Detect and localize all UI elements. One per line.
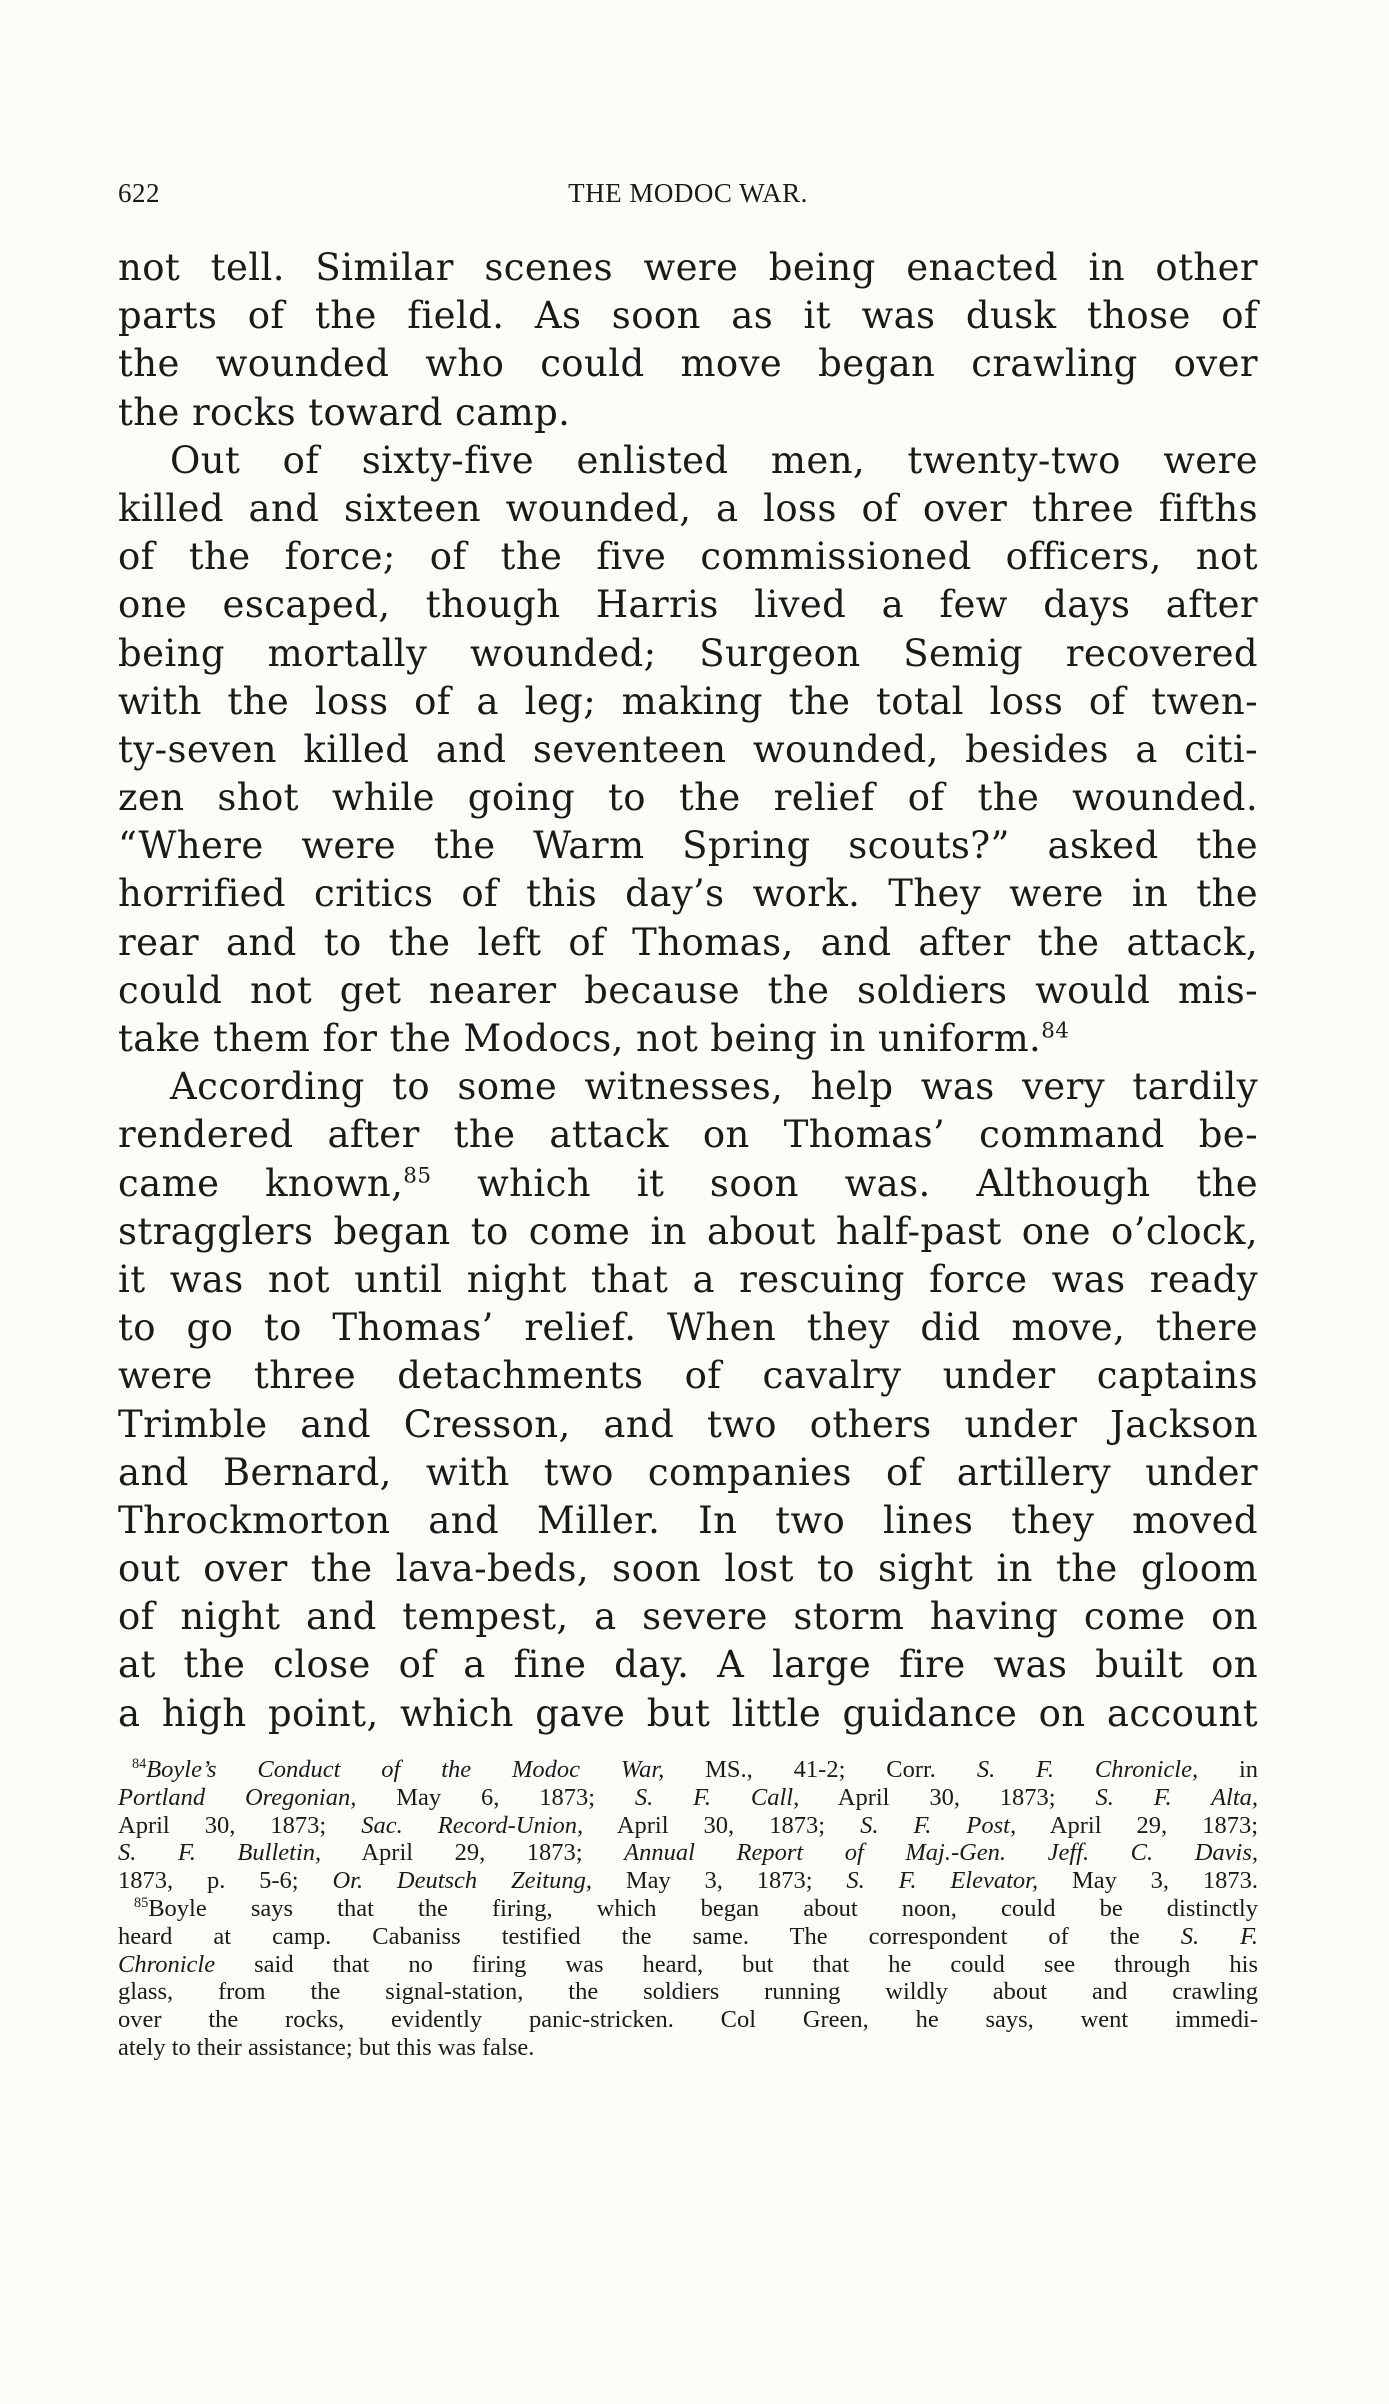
footnote-85-line: ately to their assistance; but this was false. bbox=[118, 2033, 535, 2061]
running-head bbox=[118, 178, 1258, 218]
citation-text: in bbox=[1198, 1756, 1259, 1783]
citation-text: April 30, 1873; bbox=[799, 1783, 1096, 1811]
footnote-85-line bbox=[118, 1895, 1258, 1923]
citation-text: 1873, p. 5-6; bbox=[118, 1867, 333, 1895]
citation-title: S. F. Bulletin, bbox=[118, 1839, 322, 1867]
running-title: THE MODOC WAR. bbox=[568, 178, 808, 208]
body-line: killed and sixteen wounded, a loss of over three fifths bbox=[118, 486, 1258, 530]
footnote-ref-84[interactable]: 84 bbox=[1041, 1018, 1070, 1044]
body-line-text: came known, bbox=[118, 1161, 404, 1205]
body-line: horrified critics of this day’s work. They were in the bbox=[118, 872, 1258, 916]
footnote-84-line bbox=[118, 1839, 1258, 1867]
citation-title: Boyle’s Conduct of the Modoc War, bbox=[146, 1756, 665, 1783]
body-line: at the close of a fine day. A large fire was built on bbox=[118, 1643, 1258, 1687]
citation-title: Sac. Record-Union, bbox=[361, 1811, 584, 1839]
body-line bbox=[118, 1160, 1258, 1208]
body-line: and Bernard, with two companies of artillery under bbox=[118, 1450, 1258, 1494]
footnote-84-line bbox=[118, 1756, 1258, 1784]
body-line: Trimble and Cresson, and two others under Jackson bbox=[118, 1402, 1258, 1446]
body-line: to go to Thomas’ relief. When they did move, there bbox=[118, 1306, 1258, 1350]
body-line: parts of the field. As soon as it was dusk those of bbox=[118, 294, 1258, 338]
citation-title: Or. Deutsch Zeitung, bbox=[332, 1867, 592, 1895]
footnote-84-line bbox=[118, 1812, 1258, 1840]
body-line: rendered after the attack on Thomas’ command be- bbox=[118, 1113, 1258, 1157]
citation-title: S. F. Elevator, bbox=[846, 1867, 1039, 1895]
citation-title: S. F. bbox=[1180, 1922, 1258, 1950]
body-line: rear and to the left of Thomas, and after the attack, bbox=[118, 920, 1258, 964]
citation-text: April 29, 1873; bbox=[1016, 1811, 1259, 1839]
citation-title: S. F. Call, bbox=[634, 1783, 800, 1811]
body-line: Out of sixty-five enlisted men, twenty-two were bbox=[170, 438, 1258, 482]
footnote-84-line bbox=[118, 1867, 1258, 1895]
footnote-marker-84: 84 bbox=[132, 1755, 147, 1772]
citation-text: April 29, 1873; bbox=[321, 1839, 625, 1867]
footnote-text: Boyle says that the firing, which began about noon, could be distinctly bbox=[148, 1894, 1258, 1922]
body-line-text: which it soon was. Although the bbox=[477, 1161, 1258, 1205]
citation-text: May 6, 1873; bbox=[356, 1783, 635, 1811]
citation-text: May 3, 1873. bbox=[1038, 1867, 1258, 1895]
footnote-85-line bbox=[118, 1923, 1258, 1951]
citation-text: April 30, 1873; bbox=[583, 1811, 861, 1839]
body-line: out over the lava-beds, soon lost to sight in the gloom bbox=[118, 1547, 1258, 1591]
footnote-text: said that no firing was heard, but that he could see through his bbox=[215, 1950, 1258, 1978]
footnote-85-line bbox=[118, 1951, 1258, 1979]
body-line: of night and tempest, a severe storm having come on bbox=[118, 1595, 1258, 1639]
footnote-text: heard at camp. Cabaniss testified the same. The correspondent of the bbox=[118, 1922, 1181, 1950]
body-line-text: take them for the Modocs, not being in uniform. bbox=[118, 1017, 1042, 1060]
body-line: the wounded who could move began crawling over bbox=[118, 342, 1258, 386]
body-line: ty-seven killed and seventeen wounded, besides a citi- bbox=[118, 727, 1258, 771]
footnote-85-line: over the rocks, evidently panic-stricken. Col Green, he says, went immedi- bbox=[118, 2006, 1258, 2034]
body-line: “Where were the Warm Spring scouts?” asked the bbox=[118, 824, 1258, 868]
citation-text: May 3, 1873; bbox=[592, 1867, 847, 1895]
citation-title: Portland Oregonian, bbox=[118, 1783, 357, 1811]
body-line: with the loss of a leg; making the total loss of twen- bbox=[118, 679, 1258, 723]
body-line: stragglers began to come in about half-past one o’clock, bbox=[118, 1209, 1258, 1253]
citation-text: MS., 41-2; Corr. bbox=[664, 1756, 977, 1783]
body-line: zen shot while going to the relief of the wounded. bbox=[118, 776, 1258, 820]
body-line: the rocks toward camp. bbox=[118, 390, 571, 434]
citation-title: Chronicle bbox=[118, 1950, 216, 1978]
body-line: it was not until night that a rescuing force was ready bbox=[118, 1257, 1258, 1301]
page-number: 622 bbox=[118, 178, 160, 208]
body-line: being mortally wounded; Surgeon Semig recovered bbox=[118, 631, 1258, 675]
body-line: a high point, which gave but little guidance on account bbox=[118, 1691, 1258, 1735]
body-line: one escaped, though Harris lived a few days after bbox=[118, 583, 1258, 627]
citation-title: Annual Report of Maj.-Gen. Jeff. C. Davis, bbox=[624, 1839, 1258, 1867]
citation-title: S. F. Chronicle, bbox=[976, 1756, 1199, 1783]
footnotes bbox=[118, 1756, 1258, 2062]
body-line: could not get nearer because the soldiers would mis- bbox=[118, 968, 1258, 1012]
citation-text: April 30, 1873; bbox=[118, 1811, 362, 1839]
citation-title: S. F. Post, bbox=[860, 1811, 1017, 1839]
citation-title: S. F. Alta, bbox=[1095, 1783, 1259, 1811]
body-line: Throckmorton and Miller. In two lines they moved bbox=[118, 1498, 1258, 1542]
footnote-ref-85[interactable]: 85 bbox=[403, 1163, 432, 1189]
body-line: not tell. Similar scenes were being enacted in other bbox=[118, 246, 1258, 289]
body-line bbox=[118, 1015, 1258, 1063]
footnote-84-line bbox=[118, 1784, 1258, 1812]
body-text bbox=[118, 244, 1258, 1738]
body-line: were three detachments of cavalry under captains bbox=[118, 1354, 1258, 1398]
body-line: According to some witnesses, help was very tardily bbox=[170, 1065, 1258, 1109]
body-line: of the force; of the five commissioned officers, not bbox=[118, 535, 1258, 579]
footnote-marker-85: 85 bbox=[134, 1894, 149, 1911]
footnote-85-line: glass, from the signal-station, the soldiers running wildly about and crawling bbox=[118, 1978, 1258, 2006]
